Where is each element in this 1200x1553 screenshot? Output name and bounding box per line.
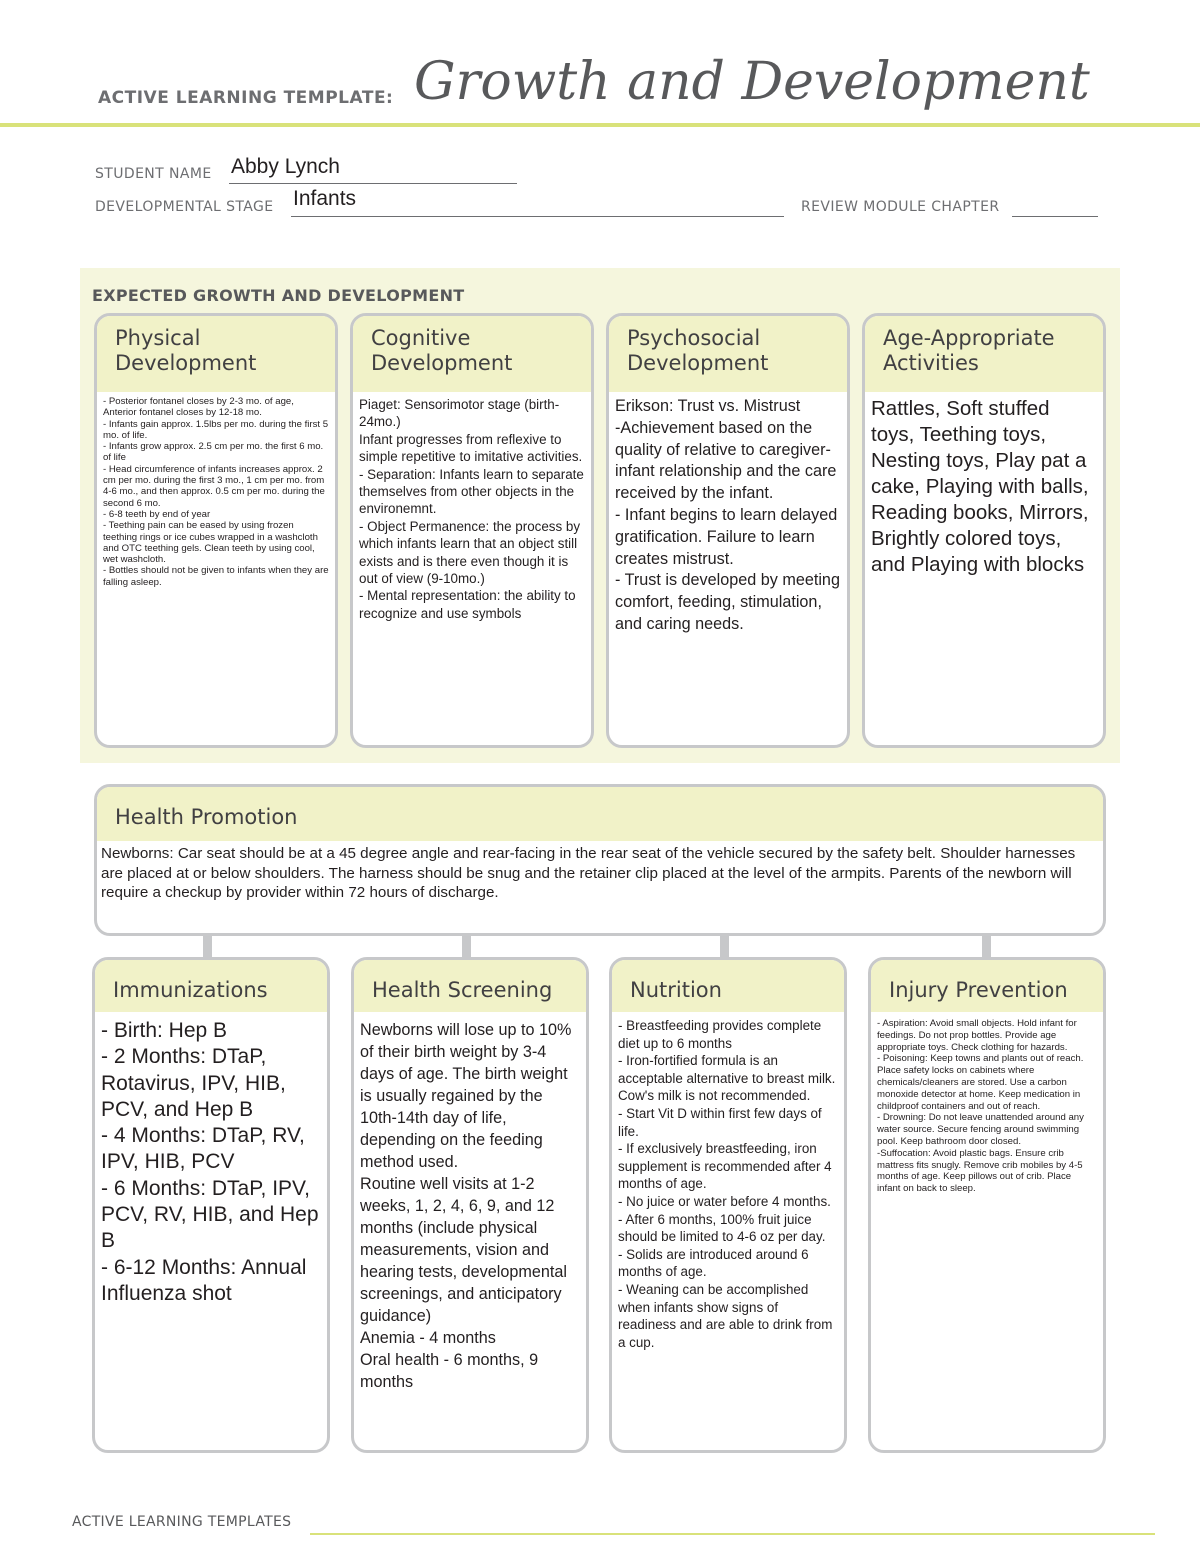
footer-divider [310, 1533, 1155, 1535]
header-divider [0, 123, 1200, 127]
injury-prevention-card [868, 957, 1106, 1453]
developmental-stage-value[interactable]: Infants [293, 187, 357, 210]
physical-development-card [94, 313, 338, 748]
psychosocial-development-heading: Psychosocial Development [609, 316, 847, 392]
nutrition-heading: Nutrition [612, 960, 844, 1012]
student-name-value[interactable]: Abby Lynch [231, 155, 340, 178]
injury-prevention-body[interactable]: - Aspiration: Avoid small objects. Hold infant for feedings. Do not prop bottles. Provide age appropriate toys. Check clothing for hazards. - Poisoning: Keep towns and plants out of reach. Place safety locks on cabinets where chemicals/cleaners are stored. Use a carbon monoxide detector at home. Keep medication in childproof containers and out of reach. - Drowning: Do not leave unattended around any water source. Secure fencing around swimming pool. Keep bathroom door closed. -Suffocation: Avoid plastic bags. Ensure crib mattress fits snugly. Remove crib mobiles by 4-5 months of age. Keep pillows out of crib. Place infant on back to sleep. [877, 1018, 1084, 1195]
health-promotion-heading: Health Promotion [97, 787, 1103, 841]
immunizations-heading: Immunizations [95, 960, 327, 1012]
nutrition-body[interactable]: - Breastfeeding provides complete diet up to 6 months - Iron-fortified formula is an acceptable alternative to breast milk. Cow's milk is not recommended. - Start Vit D within first few days of life. - If exclusively breastfeeding, iron supplement is recommended after 4 months of age. - No juice or water before 4 months. - After 6 months, 100% fruit juice should be limited to 4-6 oz per day. - Solids are introduced around 6 months of age. - Weaning can be accomplished when infants show signs of readiness and are able to drink from a cup. [618, 1018, 836, 1350]
age-appropriate-activities-body[interactable]: Rattles, Soft stuffed toys, Teething toys, Nesting toys, Play pat a cake, Playing with balls, Reading books, Mirrors, Brightly colored toys, and Playing with blocks [871, 397, 1089, 576]
developmental-stage-label: DEVELOPMENTAL STAGE [95, 199, 274, 215]
physical-development-body[interactable]: - Posterior fontanel closes by 2-3 mo. of age, Anterior fontanel closes by 12-18 mo. - Infants gain approx. 1.5lbs per mo. during the first 5 mo. of life. - Infants grow approx. 2.5 cm per mo. the first 6 mo. of life - Head circumference of infants increases approx. 2 cm per mo. during the first 3 mo., 1 cm per mo. from 4-6 mo., and then approx. 0.5 cm per mo. during the second 6 mo. - 6-8 teeth by end of year - Teething pain can be eased by using frozen teething rings or ice cubes wrapped in a washcloth and OTC teething gels. Clean teeth by using cool, wet washcloth. - Bottles should not be given to infants when they are falling asleep. [103, 396, 329, 588]
immunizations-body[interactable]: - Birth: Hep B - 2 Months: DTaP, Rotavirus, IPV, HIB, PCV, and Hep B - 4 Months: DTaP, RV, IPV, HIB, PCV - 6 Months: DTaP, IPV, PCV, RV, HIB, and Hep B - 6-12 Months: Annual Influenza shot [101, 1019, 319, 1305]
injury-prevention-heading: Injury Prevention [871, 960, 1103, 1012]
page-title: Growth and Development [414, 52, 1090, 112]
cognitive-development-heading: Cognitive Development [353, 316, 591, 392]
physical-development-heading: Physical Development [97, 316, 335, 392]
health-promotion-card [94, 784, 1106, 936]
psychosocial-development-body[interactable]: Erikson: Trust vs. Mistrust -Achievement based on the quality of relative to caregiver-infant relationship and the care received by the infant. - Infant begins to learn delayed gratification. Failure to learn creates mistrust. - Trust is developed by meeting comfort, feeding, stimulation, and caring needs. [615, 397, 840, 633]
nutrition-card [609, 957, 847, 1453]
connector [203, 936, 212, 958]
cognitive-development-card [350, 313, 594, 748]
health-promotion-body[interactable]: Newborns: Car seat should be at a 45 degree angle and rear-facing in the rear seat of the vehicle secured by the safety belt. Shoulder harnesses are placed at or below shoulders. The harness should be snug and the retainer clip placed at the level of the armpits. Parents of the newborn will require a checkup by provider within 72 hours of discharge. [101, 845, 1076, 901]
health-screening-heading: Health Screening [354, 960, 586, 1012]
health-screening-body[interactable]: Newborns will lose up to 10% of their birth weight by 3-4 days of age. The birth weight is usually regained by the 10th-14th day of life, depending on the feeding method used. Routine well visits at 1-2 weeks, 1, 2, 4, 6, 9, and 12 months (include physical measurements, vision and hearing tests, developmental screenings, and anticipatory guidance) Anemia - 4 months Oral health - 6 months, 9 months [360, 1021, 572, 1391]
connector [720, 936, 729, 958]
footer-label: ACTIVE LEARNING TEMPLATES [72, 1514, 292, 1530]
connector [982, 936, 991, 958]
psychosocial-development-card [606, 313, 850, 748]
immunizations-card [92, 957, 330, 1453]
review-module-line [1012, 198, 1098, 217]
expected-growth-title: EXPECTED GROWTH AND DEVELOPMENT [92, 286, 465, 305]
health-screening-card [351, 957, 589, 1453]
age-appropriate-activities-card [862, 313, 1106, 748]
developmental-stage-line [291, 198, 784, 217]
student-name-label: STUDENT NAME [95, 166, 212, 182]
cognitive-development-body[interactable]: Piaget: Sensorimotor stage (birth-24mo.) Infant progresses from reflexive to simple repetitive to imitative activities. - Separation: Infants learn to separate themselves from other objects in the environemnt. - Object Permanence: the process by which infants learn that an object still exists and is there even though it is out of view (9-10mo.) - Mental representation: the ability to recognize and use symbols [359, 397, 584, 621]
review-module-label: REVIEW MODULE CHAPTER [801, 199, 1000, 215]
connector [462, 936, 471, 958]
template-label: ACTIVE LEARNING TEMPLATE: [98, 88, 394, 108]
age-appropriate-activities-heading: Age-Appropriate Activities [865, 316, 1103, 392]
